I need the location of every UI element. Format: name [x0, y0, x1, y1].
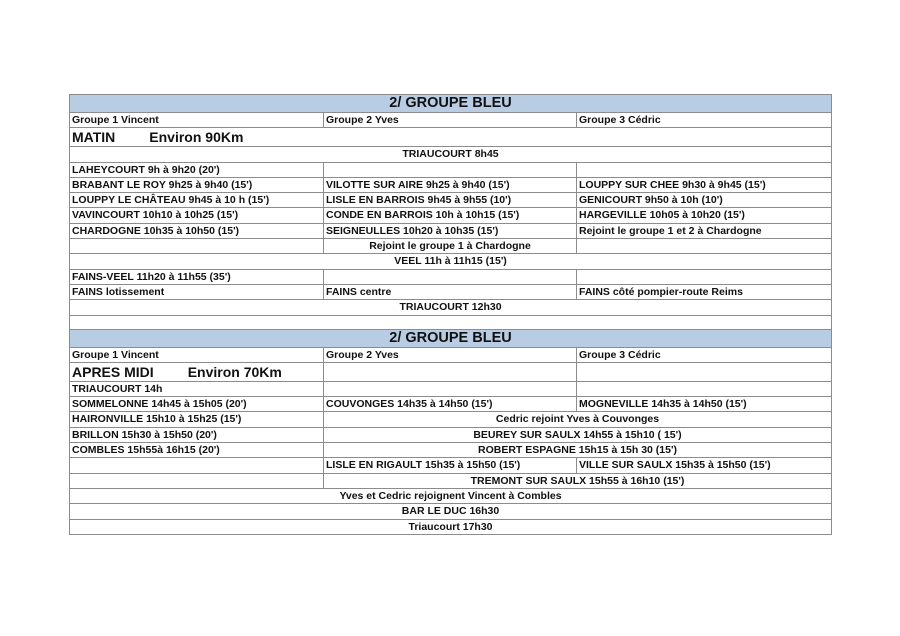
- table-cell: VILLE SUR SAULX 15h35 à 15h50 (15'): [577, 458, 832, 473]
- table-cell: LOUPPY LE CHÂTEAU 9h45 à 10 h (15'): [70, 193, 324, 208]
- group-1-header: Groupe 1 Vincent: [70, 113, 324, 128]
- table-cell: [70, 239, 324, 254]
- table-cell: SOMMELONNE 14h45 à 15h05 (20'): [70, 397, 324, 412]
- table-cell: TREMONT SUR SAULX 15h55 à 16h10 (15'): [324, 473, 832, 488]
- group-1-header: Groupe 1 Vincent: [70, 347, 324, 362]
- schedule-table: [69, 94, 832, 535]
- section-title: 2/ GROUPE BLEU: [70, 95, 832, 113]
- table-cell: HARGEVILLE 10h05 à 10h20 (15'): [577, 208, 832, 223]
- spacer-row: [70, 315, 832, 329]
- table-cell: [577, 269, 832, 284]
- session-label: APRES MIDI: [72, 363, 154, 380]
- table-cell: Rejoint le groupe 1 à Chardogne: [324, 239, 577, 254]
- group-2-header: Groupe 2 Yves: [324, 113, 577, 128]
- table-cell: CONDE EN BARROIS 10h à 10h15 (15'): [324, 208, 577, 223]
- table-cell: GENICOURT 9h50 à 10h (10'): [577, 193, 832, 208]
- table-cell: VEEL 11h à 11h15 (15'): [70, 254, 832, 269]
- table-cell: FAINS-VEEL 11h20 à 11h55 (35'): [70, 269, 324, 284]
- table-cell: BRABANT LE ROY 9h25 à 9h40 (15'): [70, 177, 324, 192]
- table-cell: BRILLON 15h30 à 15h50 (20'): [70, 427, 324, 442]
- table-cell: ROBERT ESPAGNE 15h15 à 15h 30 (15'): [324, 443, 832, 458]
- table-cell: Cedric rejoint Yves à Couvonges: [324, 412, 832, 427]
- table-cell: [70, 473, 324, 488]
- table-cell: HAIRONVILLE 15h10 à 15h25 (15'): [70, 412, 324, 427]
- end-point: TRIAUCOURT 12h30: [70, 300, 832, 315]
- table-cell: [70, 458, 324, 473]
- table-cell: Rejoint le groupe 1 et 2 à Chardogne: [577, 223, 832, 238]
- table-cell: LAHEYCOURT 9h à 9h20 (20'): [70, 162, 324, 177]
- session-label: MATIN: [72, 129, 116, 146]
- table-cell: Yves et Cedric rejoignent Vincent à Combles: [70, 488, 832, 503]
- table-cell: SEIGNEULLES 10h20 à 10h35 (15'): [324, 223, 577, 238]
- table-cell: LISLE EN BARROIS 9h45 à 9h55 (10'): [324, 193, 577, 208]
- table-cell: [577, 381, 832, 396]
- table-cell: LOUPPY SUR CHEE 9h30 à 9h45 (15'): [577, 177, 832, 192]
- table-cell: VILOTTE SUR AIRE 9h25 à 9h40 (15'): [324, 177, 577, 192]
- session-heading: [70, 362, 324, 381]
- section-title: 2/ GROUPE BLEU: [70, 329, 832, 347]
- table-cell: [324, 381, 577, 396]
- table-cell: [577, 362, 832, 381]
- session-distance: Environ 90Km: [149, 129, 244, 146]
- table-cell: FAINS centre: [324, 284, 577, 299]
- table-cell: FAINS lotissement: [70, 284, 324, 299]
- table-cell: MOGNEVILLE 14h35 à 14h50 (15'): [577, 397, 832, 412]
- table-cell: BEUREY SUR SAULX 14h55 à 15h10 ( 15'): [324, 427, 832, 442]
- start-point: TRIAUCOURT 14h: [70, 381, 324, 396]
- table-cell: [577, 239, 832, 254]
- table-cell: CHARDOGNE 10h35 à 10h50 (15'): [70, 223, 324, 238]
- session-distance: Environ 70Km: [187, 363, 282, 380]
- group-3-header: Groupe 3 Cédric: [577, 347, 832, 362]
- table-cell: [324, 362, 577, 381]
- table-cell: LISLE EN RIGAULT 15h35 à 15h50 (15'): [324, 458, 577, 473]
- end-point: Triaucourt 17h30: [70, 519, 832, 534]
- table-cell: [577, 162, 832, 177]
- table-cell: FAINS côté pompier-route Reims: [577, 284, 832, 299]
- table-cell: COUVONGES 14h35 à 14h50 (15'): [324, 397, 577, 412]
- table-cell: BAR LE DUC 16h30: [70, 504, 832, 519]
- table-cell: [324, 162, 577, 177]
- table-cell: [324, 269, 577, 284]
- table-cell: VAVINCOURT 10h10 à 10h25 (15'): [70, 208, 324, 223]
- group-2-header: Groupe 2 Yves: [324, 347, 577, 362]
- group-3-header: Groupe 3 Cédric: [577, 113, 832, 128]
- session-heading: [70, 128, 832, 147]
- start-point: TRIAUCOURT 8h45: [70, 147, 832, 162]
- table-cell: COMBLES 15h55à 16h15 (20'): [70, 443, 324, 458]
